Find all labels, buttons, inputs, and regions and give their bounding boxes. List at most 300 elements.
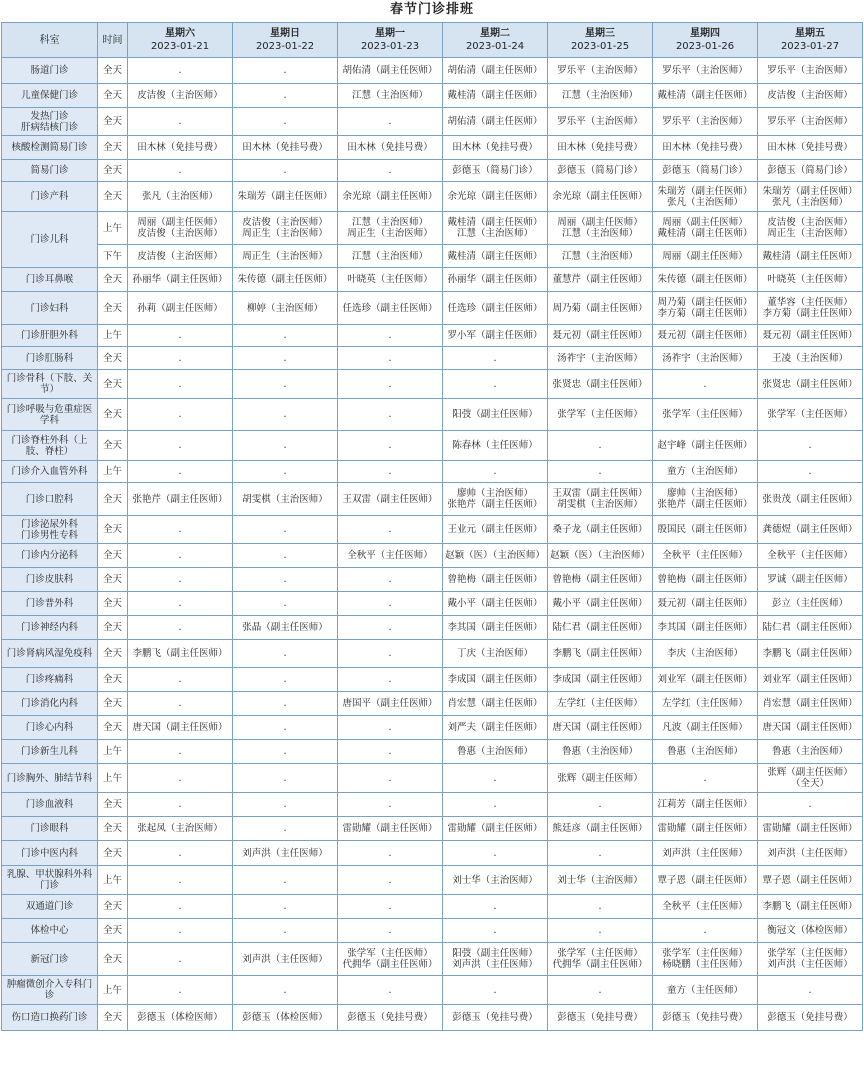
schedule-cell: 彭德玉（免挂号费） (338, 1005, 443, 1031)
doctor-line: 周正生（主治医师） (767, 228, 853, 239)
schedule-cell: 刘士华（主治医师） (443, 866, 548, 895)
schedule-cell: 李其国（副主任医师） (653, 616, 758, 640)
schedule-cell: 李鹏飞（副主任医师） (548, 640, 653, 668)
schedule-cell: 王凌（主治医师） (758, 347, 863, 370)
header-day (338, 23, 443, 58)
schedule-cell (758, 292, 863, 325)
schedule-cell: 江慧（主治医师） (548, 84, 653, 108)
schedule-cell: 殷国民（副主任医师） (653, 516, 758, 544)
time-cell: 全天 (98, 716, 128, 740)
header-day (233, 23, 338, 58)
schedule-cell: 刘严夫（副主任医师） (443, 716, 548, 740)
schedule-cell: . (128, 668, 233, 692)
doctor-line: 张艳芹（副主任医师） (447, 499, 543, 510)
dept-cell: 乳腺、甲状腺科外科门诊 (2, 866, 98, 895)
schedule-cell: 江慧（主治医师） (338, 84, 443, 108)
doctor-line: 阳弢（副主任医师） (452, 948, 538, 959)
dept-cell: 门诊骨科（下肢、关节） (2, 370, 98, 399)
schedule-cell (548, 943, 653, 976)
doctor-line: 皮洁俊（主治医师） (137, 228, 223, 239)
header-weekday: 星期五 (795, 28, 825, 39)
dept-cell: 门诊脊柱外科（上肢、脊柱） (2, 431, 98, 461)
page-title: 春节门诊排班 (389, 2, 474, 17)
schedule-cell: . (128, 866, 233, 895)
dept-cell: 门诊胸外、肺结节科 (2, 764, 98, 793)
table-row (2, 817, 863, 841)
schedule-cell: 鲁惠（主治医师） (653, 740, 758, 764)
schedule-cell: 聂元初（副主任医师） (653, 325, 758, 347)
header-day (758, 23, 863, 58)
dept-line: 门诊男性专科 (20, 529, 78, 541)
schedule-cell: . (128, 160, 233, 182)
schedule-cell: 赵宇峰（副主任医师） (653, 431, 758, 461)
time-cell: 全天 (98, 640, 128, 668)
schedule-cell: . (338, 793, 443, 817)
schedule-cell: 鲁惠（主治医师） (443, 740, 548, 764)
schedule-cell: . (653, 370, 758, 399)
table-row (2, 568, 863, 592)
schedule-cell: 任选珍（副主任医师） (443, 292, 548, 325)
schedule-cell: . (128, 325, 233, 347)
schedule-cell: 罗乐平（主治医师） (548, 58, 653, 84)
schedule-cell: 江慧（主治医师） (338, 245, 443, 268)
dept-line: 发热门诊 (30, 110, 69, 122)
schedule-cell: . (128, 895, 233, 919)
schedule-cell (128, 212, 233, 245)
schedule-cell: 余光琼（副主任医师） (548, 182, 653, 212)
schedule-cell: 汤祚宇（主治医师） (653, 347, 758, 370)
table-row (2, 347, 863, 370)
schedule-cell: . (233, 740, 338, 764)
schedule-cell: . (233, 108, 338, 136)
table-row (2, 370, 863, 399)
dept-cell: 门诊介入血管外科 (2, 461, 98, 483)
schedule-cell: . (128, 347, 233, 370)
table-body (2, 58, 863, 1031)
table-row (2, 716, 863, 740)
schedule-cell: . (233, 668, 338, 692)
schedule-cell: . (338, 919, 443, 943)
doctor-line: 江慧（主治医师） (561, 228, 638, 239)
doctor-line: 周丽（副主任医师） (137, 217, 223, 228)
schedule-cell: . (128, 58, 233, 84)
schedule-cell: 任选珍（副主任医师） (338, 292, 443, 325)
schedule-cell: 雷勋耀（副主任医师） (443, 817, 548, 841)
schedule-cell: . (233, 976, 338, 1005)
schedule-cell: . (233, 58, 338, 84)
schedule-cell: 田木林（免挂号费） (548, 136, 653, 160)
schedule-cell (653, 483, 758, 516)
schedule-cell: 胡佑清（副主任医师） (443, 108, 548, 136)
table-row (2, 841, 863, 866)
doctor-line: 代拥华（副主任医师） (342, 959, 438, 970)
time-cell: 上午 (98, 740, 128, 764)
table-row (2, 640, 863, 668)
schedule-cell: . (128, 108, 233, 136)
doctor-line: 杨晓鹏（主任医师） (662, 959, 748, 970)
schedule-cell: 全秋平（主任医师） (758, 544, 863, 568)
schedule-cell: 刘士华（主治医师） (548, 866, 653, 895)
schedule-cell: 张贵茂（副主任医师） (758, 483, 863, 516)
table-row (2, 483, 863, 516)
schedule-cell: 戴小平（副主任医师） (443, 592, 548, 616)
doctor-line: 李方菊（副主任医师） (762, 308, 858, 319)
schedule-cell: 李成国（副主任医师） (443, 668, 548, 692)
schedule-cell: 彭德玉（简易门诊） (548, 160, 653, 182)
schedule-cell: . (338, 976, 443, 1005)
schedule-cell: 张艳芹（副主任医师） (128, 483, 233, 516)
schedule-cell: . (758, 431, 863, 461)
table-row (2, 431, 863, 461)
schedule-cell: 皮洁俊（主治医师） (128, 84, 233, 108)
schedule-cell: . (233, 544, 338, 568)
schedule-cell: . (338, 108, 443, 136)
schedule-cell: . (338, 160, 443, 182)
schedule-cell: . (233, 516, 338, 544)
dept-cell: 门诊普外科 (2, 592, 98, 616)
time-cell: 上午 (98, 212, 128, 245)
schedule-cell: 龚德煜（副主任医师） (758, 516, 863, 544)
dept-cell: 体检中心 (2, 919, 98, 943)
schedule-cell: 全秋平（主任医师） (338, 544, 443, 568)
dept-cell: 门诊肛肠科 (2, 347, 98, 370)
schedule-cell: . (128, 399, 233, 431)
schedule-cell: . (758, 976, 863, 1005)
header-weekday: 星期一 (375, 28, 405, 39)
schedule-cell: 丁庆（主治医师） (443, 640, 548, 668)
schedule-cell: 曾艳梅（副主任医师） (548, 568, 653, 592)
time-cell: 全天 (98, 399, 128, 431)
schedule-cell: 刘声洪（主任医师） (233, 841, 338, 866)
schedule-cell: 余光琼（副主任医师） (443, 182, 548, 212)
schedule-cell: 覃子恩（副主任医师） (653, 866, 758, 895)
schedule-cell: . (233, 764, 338, 793)
schedule-cell: . (338, 716, 443, 740)
dept-cell: 门诊肾病风湿免疫科 (2, 640, 98, 668)
header-date: 2023-01-23 (360, 41, 420, 52)
schedule-cell: 鲁惠（主治医师） (548, 740, 653, 764)
doctor-line: 戴桂清（副主任医师） (447, 217, 543, 228)
table-row (2, 1005, 863, 1031)
schedule-cell: 王业元（副主任医师） (443, 516, 548, 544)
doctor-line: 代拥华（副主任医师） (552, 959, 648, 970)
header-weekday: 星期日 (270, 28, 300, 39)
schedule-cell: 肖宏慧（副主任医师） (443, 692, 548, 716)
time-cell: 全天 (98, 895, 128, 919)
doctor-line: 江慧（主治医师） (351, 217, 428, 228)
doctor-line: 周丽（副主任医师） (662, 217, 748, 228)
schedule-cell (758, 212, 863, 245)
dept-cell: 门诊血液科 (2, 793, 98, 817)
header-date: 2023-01-24 (465, 41, 525, 52)
schedule-cell: . (233, 431, 338, 461)
table-row (2, 592, 863, 616)
schedule-cell: . (233, 568, 338, 592)
schedule-cell: . (233, 919, 338, 943)
schedule-cell: . (443, 370, 548, 399)
table-row (2, 692, 863, 716)
schedule-cell: 张学军（主任医师） (653, 399, 758, 431)
header-date: 2023-01-22 (255, 41, 315, 52)
dept-cell: 儿童保健门诊 (2, 84, 98, 108)
schedule-cell: . (338, 461, 443, 483)
schedule-cell: 熊廷彦（副主任医师） (548, 817, 653, 841)
dept-cell: 门诊神经内科 (2, 616, 98, 640)
schedule-cell: . (233, 817, 338, 841)
schedule-cell: . (338, 568, 443, 592)
schedule-cell: 凡波（副主任医师） (653, 716, 758, 740)
header-weekday: 星期六 (165, 28, 195, 39)
doctor-line: 王双雷（副主任医师） (552, 488, 648, 499)
schedule-cell: 陆仁君（副主任医师） (758, 616, 863, 640)
schedule-cell: . (128, 692, 233, 716)
table-row (2, 212, 863, 245)
schedule-cell (548, 212, 653, 245)
doctor-line: 张学军（主任医师） (347, 948, 433, 959)
schedule-cell: . (128, 740, 233, 764)
schedule-cell: 戴桂清（副主任医师） (443, 245, 548, 268)
table-row (2, 740, 863, 764)
schedule-cell: . (128, 764, 233, 793)
schedule-cell: 彭德玉（体检医师） (233, 1005, 338, 1031)
schedule-cell: 朱传德（副主任医师） (653, 268, 758, 292)
schedule-cell: 戴小平（副主任医师） (548, 592, 653, 616)
schedule-cell: . (548, 895, 653, 919)
table-row (2, 108, 863, 136)
schedule-cell: 戴桂清（副主任医师） (443, 84, 548, 108)
schedule-cell: 李其国（副主任医师） (443, 616, 548, 640)
doctor-line: 周乃菊（副主任医师） (657, 297, 753, 308)
schedule-cell: . (338, 668, 443, 692)
schedule-cell: . (233, 370, 338, 399)
table-row (2, 58, 863, 84)
schedule-cell: 罗乐平（主治医师） (758, 108, 863, 136)
time-cell: 全天 (98, 160, 128, 182)
schedule-cell: 孙丽华（副主任医师） (443, 268, 548, 292)
schedule-cell: 叶晓英（主任医师） (758, 268, 863, 292)
schedule-cell: 唐国平（副主任医师） (338, 692, 443, 716)
doctor-line: 刘声洪（主任医师） (452, 959, 538, 970)
table-row (2, 292, 863, 325)
table-row (2, 895, 863, 919)
schedule-cell: . (338, 592, 443, 616)
schedule-cell: 田木林（免挂号费） (338, 136, 443, 160)
schedule-cell: 田木林（免挂号费） (758, 136, 863, 160)
schedule-cell: 刘声洪（主任医师） (233, 943, 338, 976)
schedule-cell: 彭德玉（简易门诊） (758, 160, 863, 182)
schedule-cell: 彭德玉（免挂号费） (758, 1005, 863, 1031)
schedule-cell: 聂元初（副主任医师） (653, 592, 758, 616)
doctor-line: 周正生（主治医师） (347, 228, 433, 239)
schedule-cell (548, 483, 653, 516)
schedule-cell: . (233, 399, 338, 431)
schedule-cell: 张贤忠（副主任医师） (758, 370, 863, 399)
table-row (2, 764, 863, 793)
schedule-cell: 张晶（副主任医师） (233, 616, 338, 640)
time-cell: 上午 (98, 461, 128, 483)
time-cell: 全天 (98, 616, 128, 640)
schedule-cell (653, 212, 758, 245)
time-cell: 全天 (98, 568, 128, 592)
schedule-cell: . (758, 793, 863, 817)
dept-cell: 肿瘤微创介入专科门诊 (2, 976, 98, 1005)
schedule-cell: 李鹏飞（副主任医师） (758, 895, 863, 919)
schedule-cell: 张辉（副主任医师） (548, 764, 653, 793)
time-cell: 全天 (98, 431, 128, 461)
doctor-line: 周丽（副主任医师） (557, 217, 643, 228)
schedule-cell: 罗乐平（主治医师） (758, 58, 863, 84)
doctor-line: 戴桂清（副主任医师） (657, 228, 753, 239)
schedule-cell: 周正生（主治医师） (233, 245, 338, 268)
header-date: 2023-01-25 (570, 41, 630, 52)
dept-cell: 肠道门诊 (2, 58, 98, 84)
schedule-cell: . (758, 461, 863, 483)
time-cell: 全天 (98, 292, 128, 325)
header-day (548, 23, 653, 58)
schedule-cell: . (128, 943, 233, 976)
dept-cell: 双通道门诊 (2, 895, 98, 919)
schedule-cell: 刘声洪（主任医师） (758, 841, 863, 866)
header-date: 2023-01-26 (675, 41, 735, 52)
time-cell: 全天 (98, 136, 128, 160)
schedule-cell (758, 182, 863, 212)
doctor-line: （全天） (790, 778, 829, 789)
schedule-cell: . (233, 160, 338, 182)
time-cell: 上午 (98, 325, 128, 347)
schedule-cell (338, 212, 443, 245)
doctor-line: 胡雯棋（主治医师） (557, 499, 643, 510)
table-row (2, 399, 863, 431)
schedule-cell: 张凡（主治医师） (128, 182, 233, 212)
schedule-cell: 罗乐平（主治医师） (653, 58, 758, 84)
schedule-cell: . (233, 347, 338, 370)
time-cell: 上午 (98, 976, 128, 1005)
time-cell: 全天 (98, 592, 128, 616)
schedule-cell: . (128, 568, 233, 592)
schedule-cell: 桑子龙（副主任医师） (548, 516, 653, 544)
schedule-cell: 汤祚宇（主治医师） (548, 347, 653, 370)
time-cell: 全天 (98, 483, 128, 516)
doctor-line: 张学军（主任医师） (767, 948, 853, 959)
schedule-cell: 刘业军（副主任医师） (758, 668, 863, 692)
schedule-cell: 朱传德（副主任医师） (233, 268, 338, 292)
schedule-cell: . (128, 793, 233, 817)
schedule-cell: . (233, 84, 338, 108)
table-row (2, 943, 863, 976)
time-cell: 全天 (98, 516, 128, 544)
schedule-cell: . (443, 793, 548, 817)
table-row (2, 976, 863, 1005)
schedule-cell: 聂元初（副主任医师） (758, 325, 863, 347)
table-row (2, 668, 863, 692)
schedule-cell: 肖宏慧（副主任医师） (758, 692, 863, 716)
schedule-cell: 彭立（主任医师） (758, 592, 863, 616)
dept-cell: 门诊心内科 (2, 716, 98, 740)
schedule-cell: 赵颖（医）（主治医师） (548, 544, 653, 568)
schedule-cell: 江慧（主治医师） (548, 245, 653, 268)
table-row (2, 616, 863, 640)
schedule-cell: 王双雷（副主任医师） (338, 483, 443, 516)
schedule-cell: . (338, 399, 443, 431)
schedule-cell: 戴桂清（副主任医师） (758, 245, 863, 268)
schedule-cell: . (233, 640, 338, 668)
schedule-cell: 张起凤（主治医师） (128, 817, 233, 841)
header-weekday: 星期四 (690, 28, 720, 39)
schedule-cell: 朱瑞芳（副主任医师） (233, 182, 338, 212)
schedule-cell: 皮洁俊（主治医师） (128, 245, 233, 268)
doctor-line: 周正生（主治医师） (242, 228, 328, 239)
schedule-cell: 唐天国（副主任医师） (548, 716, 653, 740)
schedule-cell (653, 182, 758, 212)
schedule-cell (758, 764, 863, 793)
table-row (2, 182, 863, 212)
dept-cell: 门诊口腔科 (2, 483, 98, 516)
dept-cell: 门诊中医内科 (2, 841, 98, 866)
table-row (2, 793, 863, 817)
schedule-cell (653, 292, 758, 325)
schedule-cell: 雷勋耀（副主任医师） (653, 817, 758, 841)
schedule-cell: . (233, 692, 338, 716)
time-cell: 全天 (98, 268, 128, 292)
schedule-cell: 阳弢（副主任医师） (443, 399, 548, 431)
dept-line: 门诊泌尿外科 (20, 518, 78, 530)
schedule-cell: 董慧芹（副主任医师） (548, 268, 653, 292)
time-cell: 全天 (98, 108, 128, 136)
table-row (2, 461, 863, 483)
dept-cell: 门诊消化内科 (2, 692, 98, 716)
schedule-cell: 罗乐平（主治医师） (653, 108, 758, 136)
schedule-cell: 曾艳梅（副主任医师） (653, 568, 758, 592)
schedule-cell: . (128, 592, 233, 616)
dept-cell: 门诊皮肤科 (2, 568, 98, 592)
schedule-cell: 曾艳梅（副主任医师） (443, 568, 548, 592)
header-day (653, 23, 758, 58)
schedule-cell: 雷勋耀（副主任医师） (338, 817, 443, 841)
schedule-cell: 叶晓英（主任医师） (338, 268, 443, 292)
schedule-cell: 田木林（免挂号费） (233, 136, 338, 160)
doctor-line: 皮洁俊（主治医师） (242, 217, 328, 228)
schedule-cell: 彭德玉（体检医师） (128, 1005, 233, 1031)
schedule-cell: . (338, 516, 443, 544)
time-cell: 全天 (98, 793, 128, 817)
dept-cell: 简易门诊 (2, 160, 98, 182)
table-row (2, 84, 863, 108)
schedule-cell: . (128, 544, 233, 568)
table-row (2, 919, 863, 943)
dept-cell: 核酸检测简易门诊 (2, 136, 98, 160)
schedule-cell: . (653, 919, 758, 943)
doctor-line: 廖帅（主治医师） (456, 488, 533, 499)
dept-cell: 门诊眼科 (2, 817, 98, 841)
schedule-cell: . (338, 640, 443, 668)
schedule-cell: 李成国（副主任医师） (548, 668, 653, 692)
schedule-cell (443, 943, 548, 976)
doctor-line: 董华容（主任医师） (767, 297, 853, 308)
schedule-cell: 胡佑清（副主任医师） (443, 58, 548, 84)
schedule-cell: . (443, 347, 548, 370)
schedule-cell: . (128, 841, 233, 866)
time-cell: 全天 (98, 347, 128, 370)
table-row (2, 325, 863, 347)
schedule-cell: 彭德玉（免挂号费） (443, 1005, 548, 1031)
schedule-cell: 覃子恩（副主任医师） (758, 866, 863, 895)
time-cell: 全天 (98, 841, 128, 866)
schedule-cell: 童方（主治医师） (653, 461, 758, 483)
header-date: 2023-01-21 (150, 41, 210, 52)
schedule-cell: . (338, 325, 443, 347)
schedule-cell: . (548, 919, 653, 943)
schedule-cell: . (233, 592, 338, 616)
